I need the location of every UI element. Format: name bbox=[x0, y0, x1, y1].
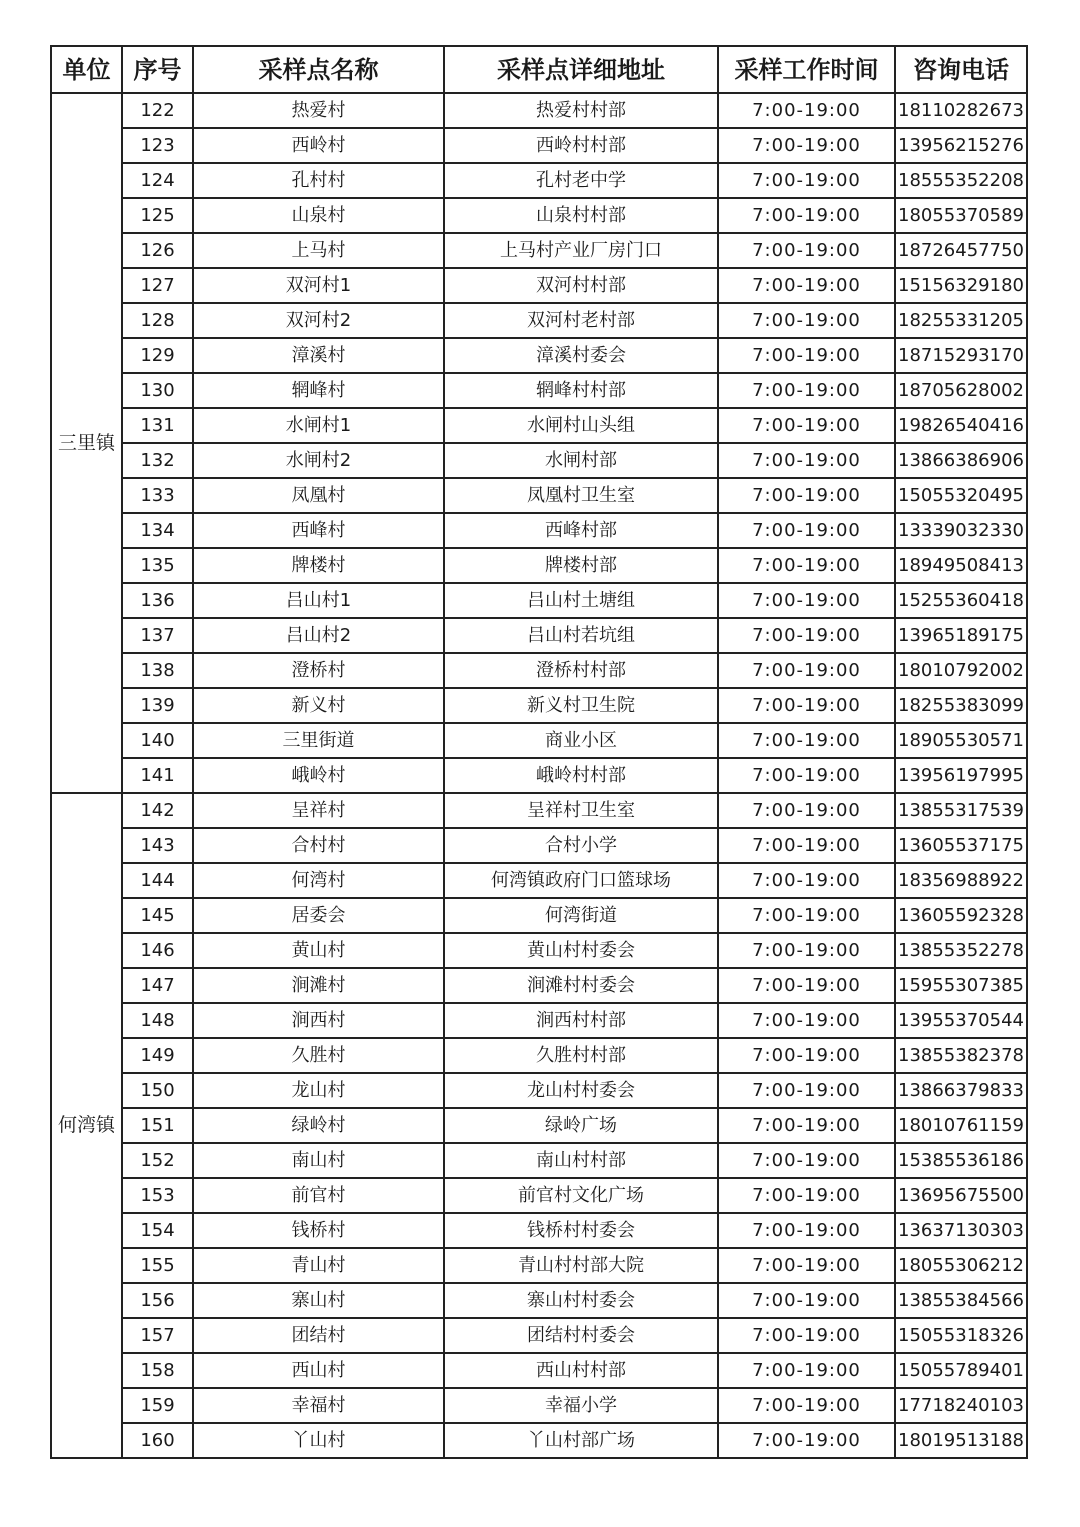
phone-cell: 13855384566 bbox=[895, 1283, 1027, 1318]
working-hours-cell: 7:00-19:00 bbox=[718, 1318, 895, 1353]
row-number-cell: 154 bbox=[122, 1213, 193, 1248]
row-number-cell: 134 bbox=[122, 513, 193, 548]
table-row bbox=[51, 1178, 1027, 1213]
table-row bbox=[51, 898, 1027, 933]
site-address-cell: 辋峰村村部 bbox=[444, 373, 718, 408]
site-address-cell: 团结村村委会 bbox=[444, 1318, 718, 1353]
header-row bbox=[51, 46, 1027, 93]
site-address-cell: 新义村卫生院 bbox=[444, 688, 718, 723]
site-address-cell: 钱桥村村委会 bbox=[444, 1213, 718, 1248]
site-address-cell: 幸福小学 bbox=[444, 1388, 718, 1423]
phone-cell: 18726457750 bbox=[895, 233, 1027, 268]
phone-cell: 15955307385 bbox=[895, 968, 1027, 1003]
site-name-cell: 团结村 bbox=[193, 1318, 444, 1353]
row-number-cell: 127 bbox=[122, 268, 193, 303]
table-row bbox=[51, 268, 1027, 303]
phone-cell: 13956215276 bbox=[895, 128, 1027, 163]
working-hours-cell: 7:00-19:00 bbox=[718, 898, 895, 933]
working-hours-cell: 7:00-19:00 bbox=[718, 933, 895, 968]
row-number-cell: 128 bbox=[122, 303, 193, 338]
header-unit: 单位 bbox=[51, 46, 122, 93]
row-number-cell: 156 bbox=[122, 1283, 193, 1318]
row-number-cell: 125 bbox=[122, 198, 193, 233]
phone-cell: 13855382378 bbox=[895, 1038, 1027, 1073]
site-name-cell: 合村村 bbox=[193, 828, 444, 863]
site-address-cell: 前官村文化广场 bbox=[444, 1178, 718, 1213]
row-number-cell: 133 bbox=[122, 478, 193, 513]
site-address-cell: 合村小学 bbox=[444, 828, 718, 863]
phone-cell: 17718240103 bbox=[895, 1388, 1027, 1423]
row-number-cell: 146 bbox=[122, 933, 193, 968]
working-hours-cell: 7:00-19:00 bbox=[718, 723, 895, 758]
site-name-cell: 前官村 bbox=[193, 1178, 444, 1213]
row-number-cell: 151 bbox=[122, 1108, 193, 1143]
table-row bbox=[51, 478, 1027, 513]
working-hours-cell: 7:00-19:00 bbox=[718, 968, 895, 1003]
site-name-cell: 西岭村 bbox=[193, 128, 444, 163]
table-row bbox=[51, 93, 1027, 128]
working-hours-cell: 7:00-19:00 bbox=[718, 548, 895, 583]
phone-cell: 13956197995 bbox=[895, 758, 1027, 793]
phone-cell: 13605592328 bbox=[895, 898, 1027, 933]
table-row bbox=[51, 828, 1027, 863]
table-row bbox=[51, 1248, 1027, 1283]
row-number-cell: 138 bbox=[122, 653, 193, 688]
table-row bbox=[51, 443, 1027, 478]
site-address-cell: 何湾镇政府门口篮球场 bbox=[444, 863, 718, 898]
site-address-cell: 水闸村山头组 bbox=[444, 408, 718, 443]
row-number-cell: 150 bbox=[122, 1073, 193, 1108]
table-row bbox=[51, 408, 1027, 443]
row-number-cell: 131 bbox=[122, 408, 193, 443]
phone-cell: 13965189175 bbox=[895, 618, 1027, 653]
working-hours-cell: 7:00-19:00 bbox=[718, 863, 895, 898]
site-address-cell: 上马村产业厂房门口 bbox=[444, 233, 718, 268]
site-address-cell: 峨岭村村部 bbox=[444, 758, 718, 793]
working-hours-cell: 7:00-19:00 bbox=[718, 793, 895, 828]
table-row bbox=[51, 793, 1027, 828]
working-hours-cell: 7:00-19:00 bbox=[718, 1388, 895, 1423]
site-address-cell: 寨山村村委会 bbox=[444, 1283, 718, 1318]
row-number-cell: 132 bbox=[122, 443, 193, 478]
site-name-cell: 涧滩村 bbox=[193, 968, 444, 1003]
site-name-cell: 吕山村2 bbox=[193, 618, 444, 653]
working-hours-cell: 7:00-19:00 bbox=[718, 478, 895, 513]
working-hours-cell: 7:00-19:00 bbox=[718, 198, 895, 233]
sampling-sites-table bbox=[50, 45, 1028, 1459]
table-row bbox=[51, 1318, 1027, 1353]
table-row bbox=[51, 1143, 1027, 1178]
working-hours-cell: 7:00-19:00 bbox=[718, 443, 895, 478]
row-number-cell: 122 bbox=[122, 93, 193, 128]
table-row bbox=[51, 758, 1027, 793]
working-hours-cell: 7:00-19:00 bbox=[718, 1038, 895, 1073]
working-hours-cell: 7:00-19:00 bbox=[718, 1353, 895, 1388]
site-address-cell: 商业小区 bbox=[444, 723, 718, 758]
site-address-cell: 凤凰村卫生室 bbox=[444, 478, 718, 513]
working-hours-cell: 7:00-19:00 bbox=[718, 338, 895, 373]
site-name-cell: 吕山村1 bbox=[193, 583, 444, 618]
working-hours-cell: 7:00-19:00 bbox=[718, 1003, 895, 1038]
table-row bbox=[51, 338, 1027, 373]
working-hours-cell: 7:00-19:00 bbox=[718, 408, 895, 443]
row-number-cell: 129 bbox=[122, 338, 193, 373]
site-address-cell: 涧滩村村委会 bbox=[444, 968, 718, 1003]
site-name-cell: 双河村1 bbox=[193, 268, 444, 303]
site-address-cell: 龙山村村委会 bbox=[444, 1073, 718, 1108]
table-row bbox=[51, 618, 1027, 653]
site-name-cell: 寨山村 bbox=[193, 1283, 444, 1318]
site-address-cell: 双河村村部 bbox=[444, 268, 718, 303]
site-address-cell: 南山村村部 bbox=[444, 1143, 718, 1178]
site-address-cell: 西山村村部 bbox=[444, 1353, 718, 1388]
working-hours-cell: 7:00-19:00 bbox=[718, 758, 895, 793]
site-name-cell: 热爱村 bbox=[193, 93, 444, 128]
row-number-cell: 123 bbox=[122, 128, 193, 163]
site-name-cell: 青山村 bbox=[193, 1248, 444, 1283]
site-name-cell: 双河村2 bbox=[193, 303, 444, 338]
working-hours-cell: 7:00-19:00 bbox=[718, 1178, 895, 1213]
site-address-cell: 涧西村村部 bbox=[444, 1003, 718, 1038]
working-hours-cell: 7:00-19:00 bbox=[718, 513, 895, 548]
working-hours-cell: 7:00-19:00 bbox=[718, 583, 895, 618]
row-number-cell: 135 bbox=[122, 548, 193, 583]
working-hours-cell: 7:00-19:00 bbox=[718, 163, 895, 198]
phone-cell: 18555352208 bbox=[895, 163, 1027, 198]
table-row bbox=[51, 513, 1027, 548]
site-name-cell: 居委会 bbox=[193, 898, 444, 933]
phone-cell: 18010761159 bbox=[895, 1108, 1027, 1143]
site-address-cell: 山泉村村部 bbox=[444, 198, 718, 233]
row-number-cell: 149 bbox=[122, 1038, 193, 1073]
phone-cell: 13866379833 bbox=[895, 1073, 1027, 1108]
working-hours-cell: 7:00-19:00 bbox=[718, 373, 895, 408]
table-row bbox=[51, 653, 1027, 688]
phone-cell: 13855317539 bbox=[895, 793, 1027, 828]
site-name-cell: 山泉村 bbox=[193, 198, 444, 233]
phone-cell: 13866386906 bbox=[895, 443, 1027, 478]
table-row bbox=[51, 688, 1027, 723]
row-number-cell: 159 bbox=[122, 1388, 193, 1423]
table-row bbox=[51, 1003, 1027, 1038]
table-body bbox=[51, 93, 1027, 1458]
phone-cell: 18055306212 bbox=[895, 1248, 1027, 1283]
header-site-name: 采样点名称 bbox=[193, 46, 444, 93]
phone-cell: 13855352278 bbox=[895, 933, 1027, 968]
site-name-cell: 丫山村 bbox=[193, 1423, 444, 1458]
site-name-cell: 西峰村 bbox=[193, 513, 444, 548]
phone-cell: 18110282673 bbox=[895, 93, 1027, 128]
phone-cell: 13605537175 bbox=[895, 828, 1027, 863]
working-hours-cell: 7:00-19:00 bbox=[718, 1143, 895, 1178]
phone-cell: 13695675500 bbox=[895, 1178, 1027, 1213]
site-address-cell: 牌楼村部 bbox=[444, 548, 718, 583]
row-number-cell: 140 bbox=[122, 723, 193, 758]
working-hours-cell: 7:00-19:00 bbox=[718, 128, 895, 163]
site-name-cell: 峨岭村 bbox=[193, 758, 444, 793]
working-hours-cell: 7:00-19:00 bbox=[718, 1248, 895, 1283]
table-row bbox=[51, 1388, 1027, 1423]
site-name-cell: 三里街道 bbox=[193, 723, 444, 758]
row-number-cell: 136 bbox=[122, 583, 193, 618]
row-number-cell: 137 bbox=[122, 618, 193, 653]
site-address-cell: 西峰村部 bbox=[444, 513, 718, 548]
working-hours-cell: 7:00-19:00 bbox=[718, 233, 895, 268]
row-number-cell: 152 bbox=[122, 1143, 193, 1178]
site-name-cell: 涧西村 bbox=[193, 1003, 444, 1038]
site-address-cell: 丫山村部广场 bbox=[444, 1423, 718, 1458]
working-hours-cell: 7:00-19:00 bbox=[718, 828, 895, 863]
site-name-cell: 水闸村1 bbox=[193, 408, 444, 443]
table-row bbox=[51, 1353, 1027, 1388]
site-address-cell: 热爱村村部 bbox=[444, 93, 718, 128]
table-row bbox=[51, 373, 1027, 408]
site-address-cell: 水闸村部 bbox=[444, 443, 718, 478]
site-name-cell: 幸福村 bbox=[193, 1388, 444, 1423]
phone-cell: 18705628002 bbox=[895, 373, 1027, 408]
row-number-cell: 124 bbox=[122, 163, 193, 198]
phone-cell: 15055320495 bbox=[895, 478, 1027, 513]
row-number-cell: 153 bbox=[122, 1178, 193, 1213]
site-name-cell: 西山村 bbox=[193, 1353, 444, 1388]
table-row bbox=[51, 933, 1027, 968]
site-name-cell: 新义村 bbox=[193, 688, 444, 723]
row-number-cell: 143 bbox=[122, 828, 193, 863]
working-hours-cell: 7:00-19:00 bbox=[718, 1283, 895, 1318]
site-name-cell: 漳溪村 bbox=[193, 338, 444, 373]
phone-cell: 15255360418 bbox=[895, 583, 1027, 618]
table-row bbox=[51, 548, 1027, 583]
site-address-cell: 黄山村村委会 bbox=[444, 933, 718, 968]
header-phone: 咨询电话 bbox=[895, 46, 1027, 93]
site-name-cell: 澄桥村 bbox=[193, 653, 444, 688]
site-address-cell: 西岭村村部 bbox=[444, 128, 718, 163]
working-hours-cell: 7:00-19:00 bbox=[718, 1073, 895, 1108]
working-hours-cell: 7:00-19:00 bbox=[718, 618, 895, 653]
header-number: 序号 bbox=[122, 46, 193, 93]
working-hours-cell: 7:00-19:00 bbox=[718, 303, 895, 338]
site-name-cell: 钱桥村 bbox=[193, 1213, 444, 1248]
site-name-cell: 牌楼村 bbox=[193, 548, 444, 583]
table-row bbox=[51, 1423, 1027, 1458]
working-hours-cell: 7:00-19:00 bbox=[718, 93, 895, 128]
working-hours-cell: 7:00-19:00 bbox=[718, 1423, 895, 1458]
phone-cell: 13339032330 bbox=[895, 513, 1027, 548]
row-number-cell: 130 bbox=[122, 373, 193, 408]
row-number-cell: 142 bbox=[122, 793, 193, 828]
site-address-cell: 双河村老村部 bbox=[444, 303, 718, 338]
site-name-cell: 龙山村 bbox=[193, 1073, 444, 1108]
working-hours-cell: 7:00-19:00 bbox=[718, 268, 895, 303]
site-address-cell: 吕山村土塘组 bbox=[444, 583, 718, 618]
table-row bbox=[51, 968, 1027, 1003]
table-row bbox=[51, 583, 1027, 618]
row-number-cell: 160 bbox=[122, 1423, 193, 1458]
table-row bbox=[51, 1073, 1027, 1108]
site-address-cell: 青山村村部大院 bbox=[444, 1248, 718, 1283]
header-working-hours: 采样工作时间 bbox=[718, 46, 895, 93]
site-address-cell: 何湾街道 bbox=[444, 898, 718, 933]
site-name-cell: 上马村 bbox=[193, 233, 444, 268]
table-row bbox=[51, 1283, 1027, 1318]
site-name-cell: 何湾村 bbox=[193, 863, 444, 898]
site-name-cell: 凤凰村 bbox=[193, 478, 444, 513]
table-row bbox=[51, 198, 1027, 233]
phone-cell: 18715293170 bbox=[895, 338, 1027, 373]
phone-cell: 18255383099 bbox=[895, 688, 1027, 723]
phone-cell: 13637130303 bbox=[895, 1213, 1027, 1248]
table-row bbox=[51, 863, 1027, 898]
table-row bbox=[51, 1038, 1027, 1073]
site-address-cell: 漳溪村委会 bbox=[444, 338, 718, 373]
phone-cell: 18905530571 bbox=[895, 723, 1027, 758]
working-hours-cell: 7:00-19:00 bbox=[718, 1108, 895, 1143]
phone-cell: 19826540416 bbox=[895, 408, 1027, 443]
site-address-cell: 久胜村村部 bbox=[444, 1038, 718, 1073]
site-address-cell: 绿岭广场 bbox=[444, 1108, 718, 1143]
row-number-cell: 144 bbox=[122, 863, 193, 898]
table-row bbox=[51, 233, 1027, 268]
site-name-cell: 南山村 bbox=[193, 1143, 444, 1178]
row-number-cell: 158 bbox=[122, 1353, 193, 1388]
site-name-cell: 孔村村 bbox=[193, 163, 444, 198]
row-number-cell: 145 bbox=[122, 898, 193, 933]
table-row bbox=[51, 128, 1027, 163]
phone-cell: 18019513188 bbox=[895, 1423, 1027, 1458]
table-row bbox=[51, 1108, 1027, 1143]
phone-cell: 15055789401 bbox=[895, 1353, 1027, 1388]
row-number-cell: 147 bbox=[122, 968, 193, 1003]
site-name-cell: 呈祥村 bbox=[193, 793, 444, 828]
working-hours-cell: 7:00-19:00 bbox=[718, 688, 895, 723]
site-address-cell: 呈祥村卫生室 bbox=[444, 793, 718, 828]
working-hours-cell: 7:00-19:00 bbox=[718, 653, 895, 688]
table-row bbox=[51, 303, 1027, 338]
table-row bbox=[51, 723, 1027, 758]
table-row bbox=[51, 1213, 1027, 1248]
phone-cell: 15385536186 bbox=[895, 1143, 1027, 1178]
phone-cell: 18055370589 bbox=[895, 198, 1027, 233]
phone-cell: 18949508413 bbox=[895, 548, 1027, 583]
phone-cell: 15055318326 bbox=[895, 1318, 1027, 1353]
row-number-cell: 148 bbox=[122, 1003, 193, 1038]
phone-cell: 18356988922 bbox=[895, 863, 1027, 898]
table-row bbox=[51, 163, 1027, 198]
row-number-cell: 139 bbox=[122, 688, 193, 723]
site-name-cell: 久胜村 bbox=[193, 1038, 444, 1073]
site-address-cell: 孔村老中学 bbox=[444, 163, 718, 198]
row-number-cell: 155 bbox=[122, 1248, 193, 1283]
site-name-cell: 辋峰村 bbox=[193, 373, 444, 408]
phone-cell: 13955370544 bbox=[895, 1003, 1027, 1038]
phone-cell: 15156329180 bbox=[895, 268, 1027, 303]
phone-cell: 18010792002 bbox=[895, 653, 1027, 688]
site-address-cell: 澄桥村村部 bbox=[444, 653, 718, 688]
row-number-cell: 141 bbox=[122, 758, 193, 793]
unit-cell: 三里镇 bbox=[51, 93, 122, 793]
header-site-address: 采样点详细地址 bbox=[444, 46, 718, 93]
site-name-cell: 水闸村2 bbox=[193, 443, 444, 478]
site-name-cell: 绿岭村 bbox=[193, 1108, 444, 1143]
site-address-cell: 吕山村若坑组 bbox=[444, 618, 718, 653]
phone-cell: 18255331205 bbox=[895, 303, 1027, 338]
working-hours-cell: 7:00-19:00 bbox=[718, 1213, 895, 1248]
row-number-cell: 126 bbox=[122, 233, 193, 268]
site-name-cell: 黄山村 bbox=[193, 933, 444, 968]
unit-cell: 何湾镇 bbox=[51, 793, 122, 1458]
row-number-cell: 157 bbox=[122, 1318, 193, 1353]
